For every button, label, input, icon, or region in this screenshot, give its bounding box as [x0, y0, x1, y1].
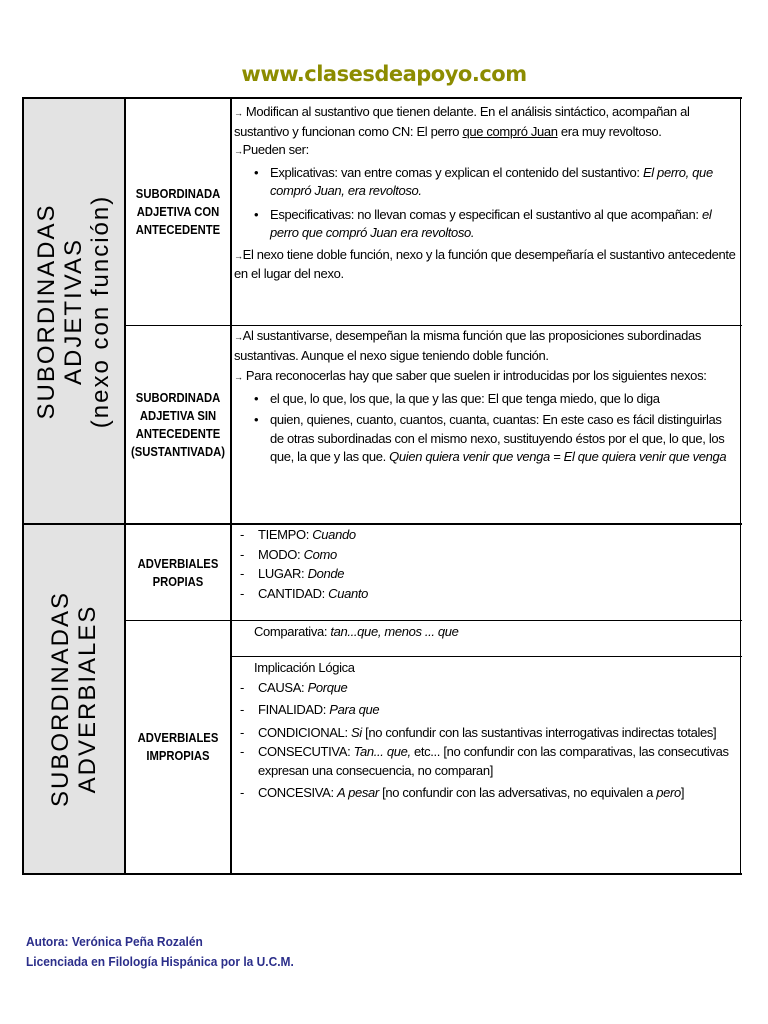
border-right [740, 97, 741, 875]
author-credit [26, 932, 294, 972]
subtype-sin-antecedente: SUBORDINADA ADJETIVA SIN ANTECEDENTE (SUSTANTIVADA) [131, 390, 225, 459]
list-item: - TIEMPO: Cuando [240, 526, 738, 545]
border-comparativa [230, 656, 742, 657]
grammar-table [22, 97, 742, 875]
list-item: - MODO: Como [240, 546, 738, 565]
category-adjetivas-label: SUBORDINADAS ADJETIVAS (nexo con función) [33, 194, 115, 428]
border-left [22, 97, 24, 875]
author-degree: Licenciada en Filología Hispánica por la U.C.M. [26, 954, 294, 969]
border-top [22, 97, 742, 99]
subtype-propias: ADVERBIALES PROPIAS [137, 556, 219, 589]
arrow-icon: → [234, 372, 243, 382]
category-adverbiales-label: SUBORDINADAS ADVERBIALES [47, 590, 102, 808]
content-implicacion: Implicación Lógica - CAUSA: Porque - FINALIDAD: Para que - CONDICIONAL: Si [no confundir con las sustantivas interrogativas indirectas totales] - CONSECUTIVA: Tan... que, etc... [no confundir con las comparativas, las consecutivas expresan una consecuencia, no comparan] - CONCESIVA: A pesar [no confundir con las adversativas, no equivalen a pero] [234, 659, 738, 803]
category-adverbiales [24, 525, 124, 873]
list-item: • quien, quienes, cuanto, cuantos, cuanta, cuantas: En este caso es fácil distinguirlas de otras subordinadas con el mismo nexo, sustituyendo éstos por el que, lo que, los que, la que y las que. Quien quiera venir que venga = El que quiera venir que venga [254, 411, 738, 467]
category-adjetivas [24, 99, 124, 523]
author-name: Autora: Verónica Peña Rozalén [26, 934, 203, 949]
subtype-impropias: ADVERBIALES IMPROPIAS [137, 731, 219, 763]
subtype-con-antecedente: SUBORDINADA ADJETIVA CON ANTECEDENTE [135, 187, 221, 237]
border-subtype [230, 97, 232, 875]
border-sections [22, 523, 742, 525]
site-url[interactable]: www.clasesdeapoyo.com [241, 62, 527, 86]
arrow-icon: → [234, 146, 243, 156]
arrow-icon: → [234, 332, 243, 342]
list-item: - CANTIDAD: Cuanto [240, 585, 738, 604]
list-item: • Especificativas: no llevan comas y especifican el sustantivo al que acompañan: el perro que compró Juan era revoltoso. [254, 206, 738, 243]
list-item: • el que, lo que, los que, la que y las que: El que tenga miedo, que lo diga [254, 390, 738, 409]
list-item: - CONDICIONAL: Si [no confundir con las sustantivas interrogativas indirectas totales] [240, 724, 738, 743]
arrow-icon: → [234, 250, 243, 261]
arrow-icon: → [234, 108, 243, 118]
list-item: - CONCESIVA: A pesar [no confundir con las adversativas, no equivalen a pero] [240, 784, 738, 803]
content-comparativa: Comparativa: tan...que, menos ... que [254, 624, 459, 639]
border-bottom [22, 873, 742, 875]
list-item: - CAUSA: Porque [240, 679, 738, 698]
content-sin-antecedente: →Al sustantivarse, desempeñan la misma función que las proposiciones subordinadas sustantivas. Aunque el nexo sigue teniendo doble función. → Para reconocerlas hay que saber que suelen ir introducidas por los siguientes nexos: • el que, lo que, los que, la que y las que: El que tenga miedo, que lo diga • quien, quienes, cuanto, cuantos, cuanta, cuantas: En este caso es fácil distinguirlas de otras subordinadas con el mismo nexo, sustituyendo éstos por el que, lo que, los que, la que y las que. Quien quiera venir que venga = El que quiera venir que venga [234, 327, 738, 467]
content-con-antecedente: → Modifican al sustantivo que tienen delante. En el análisis sintáctico, acompañan al sustantivo y funcionan como CN: El perro que compró Juan era muy revoltoso. →Pueden ser: • Explicativas: van entre comas y explican el contenido del sustantivo: El perro, que compró Juan, era revoltoso. • Especificativas: no llevan comas y especifican el sustantivo al que acompañan: el perro que compró Juan era revoltoso. →El nexo tiene doble función, nexo y la función que desempeñaría el sustantivo antecedente en el lugar del nexo. [234, 103, 738, 284]
border-category [124, 97, 126, 875]
list-item: - LUGAR: Donde [240, 565, 738, 584]
list-item: - CONSECUTIVA: Tan... que, etc... [no confundir con las comparativas, las consecutivas expresan una consecuencia, no comparan] [240, 743, 738, 780]
list-item: • Explicativas: van entre comas y explican el contenido del sustantivo: El perro, que compró Juan, era revoltoso. [254, 164, 738, 201]
list-item: - FINALIDAD: Para que [240, 701, 738, 720]
content-propias [234, 526, 738, 603]
